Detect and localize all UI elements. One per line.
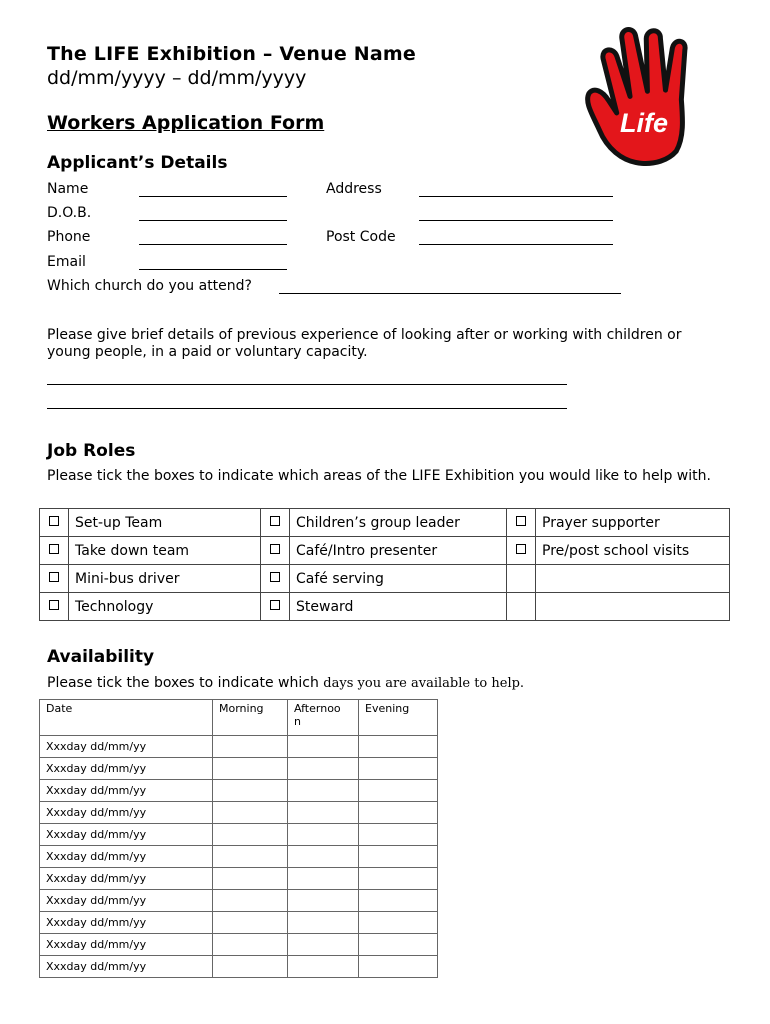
evening-cell[interactable] <box>359 780 438 802</box>
table-row <box>40 934 438 956</box>
afternoon-cell[interactable] <box>288 802 359 824</box>
morning-cell[interactable] <box>213 934 288 956</box>
date-cell: Xxxday dd/mm/yy <box>40 868 213 890</box>
table-row <box>40 956 438 978</box>
date-cell: Xxxday dd/mm/yy <box>40 736 213 758</box>
morning-cell[interactable] <box>213 846 288 868</box>
evening-cell[interactable] <box>359 846 438 868</box>
logo-text: Life <box>620 108 669 138</box>
role-checkbox[interactable] <box>516 516 526 526</box>
afternoon-cell[interactable] <box>288 890 359 912</box>
role-label: Café/Intro presenter <box>290 537 507 565</box>
job-roles-heading: Job Roles <box>47 441 136 461</box>
table-row <box>40 509 730 537</box>
job-roles-instructions: Please tick the boxes to indicate which areas of the LIFE Exhibition you would like to help with. <box>47 468 711 484</box>
table-header-row <box>40 700 438 736</box>
address-field-line1[interactable] <box>419 196 613 197</box>
date-cell: Xxxday dd/mm/yy <box>40 934 213 956</box>
afternoon-cell[interactable] <box>288 868 359 890</box>
column-header-afternoon: Afternoo n <box>288 700 359 736</box>
evening-cell[interactable] <box>359 934 438 956</box>
table-row <box>40 758 438 780</box>
date-cell: Xxxday dd/mm/yy <box>40 890 213 912</box>
date-cell: Xxxday dd/mm/yy <box>40 956 213 978</box>
date-cell: Xxxday dd/mm/yy <box>40 802 213 824</box>
table-row <box>40 593 730 621</box>
experience-field-line2[interactable] <box>47 408 567 409</box>
afternoon-cell[interactable] <box>288 934 359 956</box>
evening-cell[interactable] <box>359 758 438 780</box>
morning-cell[interactable] <box>213 736 288 758</box>
column-header-date: Date <box>40 700 213 736</box>
table-row <box>40 802 438 824</box>
availability-instructions-a: Please tick the boxes to indicate which <box>47 675 319 691</box>
table-row <box>40 824 438 846</box>
evening-cell[interactable] <box>359 802 438 824</box>
page-title: The LIFE Exhibition – Venue Name <box>47 43 416 65</box>
form-title: Workers Application Form <box>47 112 325 134</box>
afternoon-cell[interactable] <box>288 780 359 802</box>
table-row <box>40 868 438 890</box>
address-label: Address <box>326 181 382 197</box>
name-field[interactable] <box>139 196 287 197</box>
date-cell: Xxxday dd/mm/yy <box>40 912 213 934</box>
morning-cell[interactable] <box>213 824 288 846</box>
date-cell: Xxxday dd/mm/yy <box>40 780 213 802</box>
church-field[interactable] <box>279 293 621 294</box>
role-checkbox[interactable] <box>270 516 280 526</box>
morning-cell[interactable] <box>213 780 288 802</box>
dob-field[interactable] <box>139 220 287 221</box>
afternoon-cell[interactable] <box>288 758 359 780</box>
table-row <box>40 537 730 565</box>
role-label: Children’s group leader <box>290 509 507 537</box>
role-label: Mini-bus driver <box>69 565 261 593</box>
empty-cell <box>536 565 730 593</box>
event-dates: dd/mm/yyyy – dd/mm/yyyy <box>47 67 307 89</box>
column-header-evening: Evening <box>359 700 438 736</box>
table-row <box>40 736 438 758</box>
role-label: Prayer supporter <box>536 509 730 537</box>
evening-cell[interactable] <box>359 912 438 934</box>
table-row <box>40 846 438 868</box>
availability-table <box>39 699 438 978</box>
date-cell: Xxxday dd/mm/yy <box>40 758 213 780</box>
role-checkbox[interactable] <box>516 544 526 554</box>
morning-cell[interactable] <box>213 912 288 934</box>
name-label: Name <box>47 181 89 197</box>
morning-cell[interactable] <box>213 802 288 824</box>
email-field[interactable] <box>139 269 287 270</box>
phone-label: Phone <box>47 229 91 245</box>
morning-cell[interactable] <box>213 868 288 890</box>
table-row <box>40 912 438 934</box>
morning-cell[interactable] <box>213 890 288 912</box>
dob-label: D.O.B. <box>47 205 92 221</box>
role-checkbox[interactable] <box>49 600 59 610</box>
table-row <box>40 565 730 593</box>
church-label: Which church do you attend? <box>47 278 252 294</box>
availability-instructions-b: days you are available to help. <box>323 676 525 691</box>
life-hand-logo <box>580 20 730 168</box>
evening-cell[interactable] <box>359 956 438 978</box>
date-cell: Xxxday dd/mm/yy <box>40 846 213 868</box>
empty-cell <box>507 565 536 593</box>
date-cell: Xxxday dd/mm/yy <box>40 824 213 846</box>
role-checkbox[interactable] <box>270 544 280 554</box>
afternoon-cell[interactable] <box>288 736 359 758</box>
postcode-label: Post Code <box>326 229 396 245</box>
role-label: Café serving <box>290 565 507 593</box>
role-label: Steward <box>290 593 507 621</box>
email-label: Email <box>47 254 86 270</box>
phone-field[interactable] <box>139 244 287 245</box>
afternoon-cell[interactable] <box>288 824 359 846</box>
morning-cell[interactable] <box>213 956 288 978</box>
experience-field-line1[interactable] <box>47 384 567 385</box>
empty-cell <box>536 593 730 621</box>
availability-heading: Availability <box>47 647 155 667</box>
role-label: Pre/post school visits <box>536 537 730 565</box>
afternoon-cell[interactable] <box>288 956 359 978</box>
afternoon-cell[interactable] <box>288 846 359 868</box>
role-checkbox[interactable] <box>49 544 59 554</box>
job-roles-table <box>39 508 730 621</box>
empty-cell <box>507 593 536 621</box>
role-checkbox[interactable] <box>49 516 59 526</box>
role-checkbox[interactable] <box>270 572 280 582</box>
address-field-line2[interactable] <box>419 220 613 221</box>
role-label: Set-up Team <box>69 509 261 537</box>
column-header-morning: Morning <box>213 700 288 736</box>
evening-cell[interactable] <box>359 890 438 912</box>
role-checkbox[interactable] <box>49 572 59 582</box>
table-row <box>40 780 438 802</box>
applicant-heading: Applicant’s Details <box>47 153 228 173</box>
table-row <box>40 890 438 912</box>
evening-cell[interactable] <box>359 824 438 846</box>
afternoon-cell[interactable] <box>288 912 359 934</box>
role-label: Technology <box>69 593 261 621</box>
role-label: Take down team <box>69 537 261 565</box>
availability-instructions <box>47 675 727 692</box>
morning-cell[interactable] <box>213 758 288 780</box>
evening-cell[interactable] <box>359 736 438 758</box>
role-checkbox[interactable] <box>270 600 280 610</box>
evening-cell[interactable] <box>359 868 438 890</box>
experience-instructions: Please give brief details of previous experience of looking after or working with children or young people, in a paid or voluntary capacity. <box>47 327 682 360</box>
postcode-field[interactable] <box>419 244 613 245</box>
